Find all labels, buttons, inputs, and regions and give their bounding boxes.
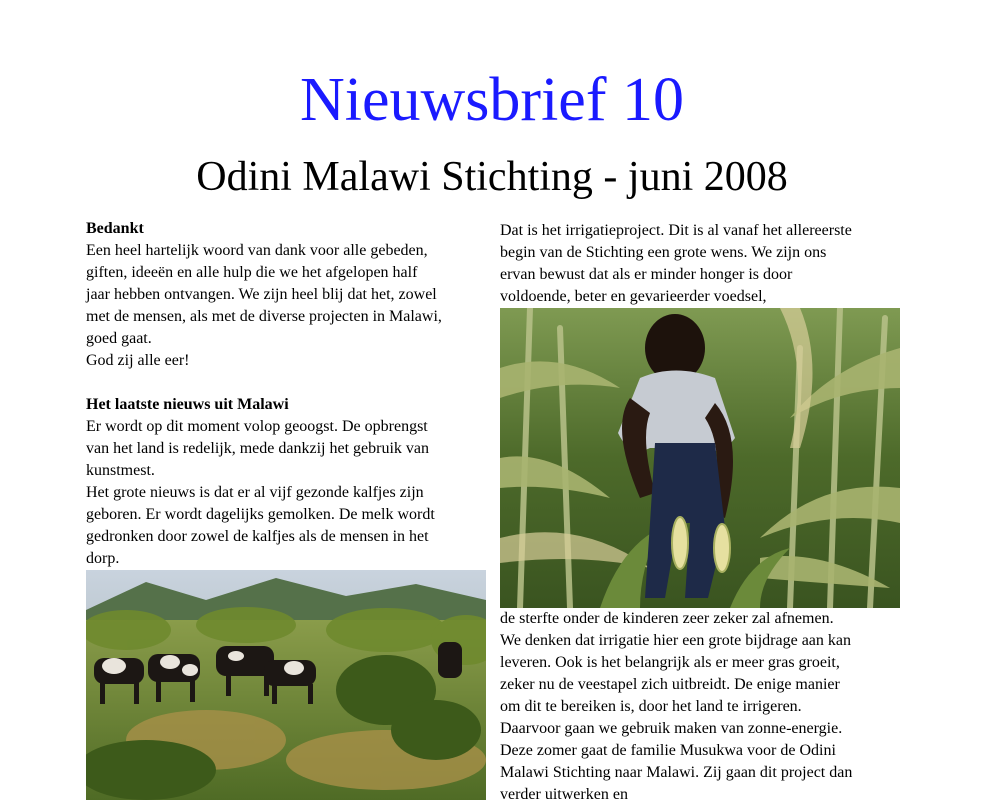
paragraph-line: dorp. (86, 550, 120, 567)
paragraph-line: voldoende, beter en gevarieerder voedsel, (500, 288, 767, 305)
paragraph-line: van het land is redelijk, mede dankzij het gebruik van (86, 440, 429, 457)
maize-harvest-photo (500, 308, 900, 608)
paragraph-line: begin van de Stichting een grote wens. We zijn ons (500, 244, 827, 261)
section-heading-bedankt: Bedankt (86, 220, 144, 237)
paragraph-line: Dat is het irrigatieproject. Dit is al vanaf het allereerste (500, 222, 852, 239)
paragraph-line: giften, ideeën en alle hulp die we het afgelopen half (86, 264, 418, 281)
paragraph-line: gedronken door zowel de kalfjes als de mensen in het (86, 528, 429, 545)
paragraph-line: God zij alle eer! (86, 352, 190, 369)
paragraph-line: Malawi Stichting naar Malawi. Zij gaan dit project dan (500, 764, 853, 781)
paragraph-line: de sterfte onder de kinderen zeer zeker zal afnemen. (500, 610, 834, 627)
paragraph-line: verder uitwerken en (500, 786, 628, 803)
newsletter-subtitle: Odini Malawi Stichting - juni 2008 (196, 154, 788, 200)
cattle-photo (86, 570, 486, 800)
paragraph-line: kunstmest. (86, 462, 155, 479)
paragraph-line: Het grote nieuws is dat er al vijf gezonde kalfjes zijn (86, 484, 424, 501)
paragraph-line: We denken dat irrigatie hier een grote bijdrage aan kan (500, 632, 851, 649)
section-heading-nieuws: Het laatste nieuws uit Malawi (86, 396, 289, 413)
left-column (86, 218, 491, 570)
paragraph-line: met de mensen, als met de diverse projecten in Malawi, (86, 308, 442, 325)
paragraph-line: Een heel hartelijk woord van dank voor alle gebeden, (86, 242, 428, 259)
paragraph-line: zeker nu de veestapel zich uitbreidt. De enige manier (500, 676, 840, 693)
paragraph-line: jaar hebben ontvangen. We zijn heel blij dat het, zowel (86, 286, 437, 303)
paragraph-line: ervan bewust dat als er minder honger is door (500, 266, 793, 283)
paragraph-line: Deze zomer gaat de familie Musukwa voor de Odini (500, 742, 836, 759)
paragraph-line: Daarvoor gaan we gebruik maken van zonne-energie. (500, 720, 843, 737)
paragraph-line: Er wordt op dit moment volop geoogst. De opbrengst (86, 418, 428, 435)
paragraph-line: goed gaat. (86, 330, 152, 347)
newsletter-title: Nieuwsbrief 10 (300, 66, 684, 134)
paragraph-line: leveren. Ook is het belangrijk als er meer gras groeit, (500, 654, 840, 671)
paragraph-line: geboren. Er wordt dagelijks gemolken. De melk wordt (86, 506, 435, 523)
paragraph-gap (86, 372, 491, 394)
paragraph-line: om dit te bereiken is, door het land te irrigeren. (500, 698, 802, 715)
